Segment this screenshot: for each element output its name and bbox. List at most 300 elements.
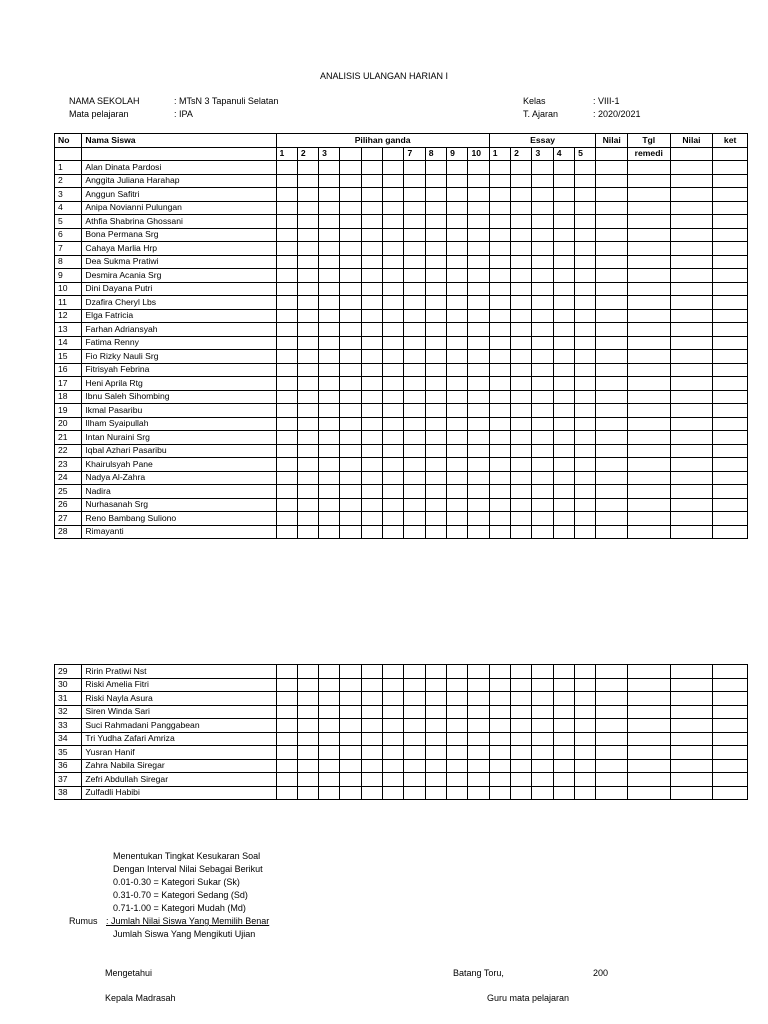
score-cell xyxy=(575,255,596,269)
score-cell xyxy=(627,786,670,800)
score-cell xyxy=(297,458,318,472)
score-cell xyxy=(319,705,340,719)
score-cell xyxy=(425,336,446,350)
score-cell xyxy=(447,746,468,760)
score-cell xyxy=(596,444,628,458)
score-cell xyxy=(297,786,318,800)
score-cell xyxy=(383,201,404,215)
score-cell xyxy=(489,417,510,431)
student-number: 27 xyxy=(55,512,82,526)
score-cell xyxy=(489,444,510,458)
student-name: Dini Dayana Putri xyxy=(82,282,276,296)
score-cell xyxy=(575,215,596,229)
table-row xyxy=(55,296,748,310)
score-cell xyxy=(627,161,670,175)
table-row xyxy=(55,678,748,692)
score-cell xyxy=(575,471,596,485)
score-cell xyxy=(276,377,297,391)
year-label-footer: 200 xyxy=(593,968,609,978)
score-cell xyxy=(627,431,670,445)
score-cell xyxy=(276,759,297,773)
score-cell xyxy=(383,692,404,706)
score-cell xyxy=(532,242,553,256)
score-cell xyxy=(627,255,670,269)
score-cell xyxy=(670,417,713,431)
score-cell xyxy=(575,282,596,296)
score-cell xyxy=(447,773,468,787)
score-cell xyxy=(596,705,628,719)
score-cell xyxy=(340,525,361,539)
score-cell xyxy=(670,255,713,269)
score-cell xyxy=(297,404,318,418)
score-cell xyxy=(575,161,596,175)
table-row xyxy=(55,759,748,773)
score-cell xyxy=(447,665,468,679)
score-cell xyxy=(361,201,382,215)
score-cell xyxy=(361,350,382,364)
score-cell xyxy=(297,678,318,692)
score-cell xyxy=(627,282,670,296)
place-label: Batang Toru, xyxy=(453,968,504,978)
score-cell xyxy=(553,188,574,202)
score-cell xyxy=(425,174,446,188)
score-cell xyxy=(340,188,361,202)
score-cell xyxy=(489,732,510,746)
score-cell xyxy=(319,665,340,679)
score-cell xyxy=(553,444,574,458)
score-cell xyxy=(511,471,532,485)
score-cell xyxy=(276,732,297,746)
score-cell xyxy=(511,350,532,364)
header-name: Nama Siswa xyxy=(82,134,276,148)
table-row xyxy=(55,350,748,364)
score-cell xyxy=(713,678,748,692)
score-cell xyxy=(383,786,404,800)
score-cell xyxy=(319,773,340,787)
score-cell xyxy=(575,485,596,499)
score-cell xyxy=(489,431,510,445)
score-cell xyxy=(511,323,532,337)
student-number: 12 xyxy=(55,309,82,323)
score-cell xyxy=(553,161,574,175)
score-cell xyxy=(489,363,510,377)
score-cell xyxy=(425,350,446,364)
score-cell xyxy=(297,431,318,445)
score-cell xyxy=(532,773,553,787)
score-cell xyxy=(468,363,489,377)
score-cell xyxy=(383,773,404,787)
score-cell xyxy=(340,732,361,746)
student-name: Reno Bambang Suliono xyxy=(82,512,276,526)
score-cell xyxy=(532,188,553,202)
score-cell xyxy=(575,174,596,188)
score-cell xyxy=(447,512,468,526)
score-cell xyxy=(425,678,446,692)
score-cell xyxy=(297,390,318,404)
score-cell xyxy=(319,296,340,310)
score-cell xyxy=(404,786,425,800)
score-cell xyxy=(627,269,670,283)
score-cell xyxy=(361,188,382,202)
score-cell xyxy=(468,390,489,404)
score-cell xyxy=(532,269,553,283)
score-cell xyxy=(532,350,553,364)
score-cell xyxy=(575,336,596,350)
score-cell xyxy=(361,174,382,188)
score-cell xyxy=(297,705,318,719)
score-cell xyxy=(425,201,446,215)
score-cell xyxy=(425,719,446,733)
student-number: 13 xyxy=(55,323,82,337)
score-cell xyxy=(596,161,628,175)
score-cell xyxy=(361,390,382,404)
score-cell xyxy=(713,759,748,773)
difficulty-heading: Menentukan Tingkat Kesukaran Soal xyxy=(113,851,261,861)
score-cell xyxy=(404,692,425,706)
score-cell xyxy=(596,759,628,773)
score-cell xyxy=(627,525,670,539)
score-cell xyxy=(319,228,340,242)
score-cell xyxy=(575,269,596,283)
score-cell xyxy=(596,377,628,391)
score-cell xyxy=(575,363,596,377)
score-cell xyxy=(361,471,382,485)
score-cell xyxy=(670,485,713,499)
student-name: Ikmal Pasaribu xyxy=(82,404,276,418)
mc-number xyxy=(340,147,361,161)
score-cell xyxy=(627,309,670,323)
score-cell xyxy=(468,201,489,215)
student-name: Riski Nayla Asura xyxy=(82,692,276,706)
score-cell xyxy=(596,678,628,692)
score-cell xyxy=(404,431,425,445)
score-cell xyxy=(553,498,574,512)
student-name: Athfia Shabrina Ghossani xyxy=(82,215,276,229)
score-cell xyxy=(489,174,510,188)
score-cell xyxy=(713,336,748,350)
score-cell xyxy=(532,705,553,719)
score-cell xyxy=(468,269,489,283)
score-cell xyxy=(532,296,553,310)
score-cell xyxy=(532,417,553,431)
score-cell xyxy=(596,215,628,229)
score-cell xyxy=(553,512,574,526)
score-cell xyxy=(596,732,628,746)
score-cell xyxy=(276,161,297,175)
score-cell xyxy=(627,188,670,202)
score-cell xyxy=(468,215,489,229)
score-cell xyxy=(596,323,628,337)
score-cell xyxy=(468,188,489,202)
student-number: 23 xyxy=(55,458,82,472)
score-cell xyxy=(627,458,670,472)
score-cell xyxy=(361,417,382,431)
score-cell xyxy=(553,255,574,269)
score-cell xyxy=(447,161,468,175)
score-cell xyxy=(511,746,532,760)
score-cell xyxy=(627,512,670,526)
score-cell xyxy=(553,705,574,719)
score-cell xyxy=(511,692,532,706)
score-cell xyxy=(425,458,446,472)
score-cell xyxy=(511,282,532,296)
score-cell xyxy=(276,773,297,787)
score-table-page2 xyxy=(54,664,748,800)
score-cell xyxy=(575,296,596,310)
score-cell xyxy=(511,732,532,746)
score-cell xyxy=(361,498,382,512)
score-cell xyxy=(340,458,361,472)
score-cell xyxy=(340,282,361,296)
table-row xyxy=(55,404,748,418)
score-cell xyxy=(425,404,446,418)
score-cell xyxy=(511,678,532,692)
score-cell xyxy=(511,255,532,269)
score-cell xyxy=(575,773,596,787)
score-cell xyxy=(297,201,318,215)
score-cell xyxy=(670,350,713,364)
score-cell xyxy=(511,759,532,773)
score-cell xyxy=(319,746,340,760)
score-cell xyxy=(511,215,532,229)
table-row xyxy=(55,665,748,679)
score-cell xyxy=(319,512,340,526)
score-cell xyxy=(319,215,340,229)
score-cell xyxy=(276,255,297,269)
score-cell xyxy=(340,390,361,404)
score-cell xyxy=(276,242,297,256)
score-cell xyxy=(297,471,318,485)
score-cell xyxy=(596,719,628,733)
score-cell xyxy=(361,228,382,242)
score-cell xyxy=(713,350,748,364)
mc-number: 2 xyxy=(297,147,318,161)
score-cell xyxy=(404,759,425,773)
student-name: Fio Rizky Nauli Srg xyxy=(82,350,276,364)
category-medium: 0.31-0.70 = Kategori Sedang (Sd) xyxy=(113,890,248,900)
score-cell xyxy=(276,692,297,706)
score-cell xyxy=(425,444,446,458)
score-cell xyxy=(425,665,446,679)
student-name: Yusran Hanif xyxy=(82,746,276,760)
score-cell xyxy=(383,390,404,404)
score-cell xyxy=(297,759,318,773)
header-remedial-date-2: remedi xyxy=(627,147,670,161)
score-cell xyxy=(383,732,404,746)
score-cell xyxy=(404,350,425,364)
score-cell xyxy=(297,444,318,458)
score-cell xyxy=(511,665,532,679)
score-cell xyxy=(468,719,489,733)
score-cell xyxy=(627,296,670,310)
score-cell xyxy=(532,732,553,746)
score-cell xyxy=(575,188,596,202)
score-cell xyxy=(276,417,297,431)
score-cell xyxy=(361,525,382,539)
formula-numerator: : Jumlah Nilai Siswa Yang Memilih Benar xyxy=(106,916,270,926)
score-cell xyxy=(532,309,553,323)
score-cell xyxy=(340,174,361,188)
score-cell xyxy=(383,188,404,202)
score-cell xyxy=(575,525,596,539)
score-cell xyxy=(447,269,468,283)
score-cell xyxy=(713,458,748,472)
score-cell xyxy=(297,323,318,337)
score-cell xyxy=(553,759,574,773)
table-row xyxy=(55,471,748,485)
score-cell xyxy=(596,363,628,377)
score-cell xyxy=(532,255,553,269)
score-cell xyxy=(425,773,446,787)
score-cell xyxy=(447,485,468,499)
score-cell xyxy=(511,161,532,175)
score-cell xyxy=(713,719,748,733)
header-no: No xyxy=(55,134,82,148)
header-name-blank xyxy=(82,147,276,161)
score-cell xyxy=(670,678,713,692)
score-cell xyxy=(511,269,532,283)
score-cell xyxy=(383,498,404,512)
score-cell xyxy=(404,201,425,215)
score-cell xyxy=(468,444,489,458)
score-cell xyxy=(276,525,297,539)
score-cell xyxy=(383,665,404,679)
score-cell xyxy=(297,485,318,499)
student-number: 19 xyxy=(55,404,82,418)
score-cell xyxy=(425,417,446,431)
score-cell xyxy=(297,336,318,350)
score-cell xyxy=(670,458,713,472)
score-cell xyxy=(340,215,361,229)
score-cell xyxy=(404,678,425,692)
score-cell xyxy=(575,323,596,337)
score-cell xyxy=(297,498,318,512)
score-cell xyxy=(319,377,340,391)
score-cell xyxy=(297,242,318,256)
score-cell xyxy=(447,678,468,692)
score-cell xyxy=(489,471,510,485)
score-cell xyxy=(404,242,425,256)
table-row xyxy=(55,431,748,445)
table-row xyxy=(55,705,748,719)
score-cell xyxy=(319,732,340,746)
score-cell xyxy=(553,350,574,364)
score-cell xyxy=(489,323,510,337)
table-row xyxy=(55,746,748,760)
score-cell xyxy=(489,188,510,202)
student-number: 17 xyxy=(55,377,82,391)
score-cell xyxy=(297,215,318,229)
student-name: Ibnu Saleh Sihombing xyxy=(82,390,276,404)
score-cell xyxy=(575,201,596,215)
student-name: Tri Yudha Zafari Amriza xyxy=(82,732,276,746)
student-number: 30 xyxy=(55,678,82,692)
score-cell xyxy=(297,746,318,760)
score-cell xyxy=(361,719,382,733)
score-cell xyxy=(713,269,748,283)
score-cell xyxy=(319,188,340,202)
score-cell xyxy=(404,404,425,418)
essay-number: 1 xyxy=(489,147,510,161)
score-cell xyxy=(276,746,297,760)
table-row xyxy=(55,228,748,242)
table-row xyxy=(55,377,748,391)
score-cell xyxy=(575,417,596,431)
score-cell xyxy=(276,444,297,458)
student-number: 24 xyxy=(55,471,82,485)
score-cell xyxy=(713,296,748,310)
score-cell xyxy=(340,786,361,800)
score-cell xyxy=(532,431,553,445)
score-cell xyxy=(489,161,510,175)
score-cell xyxy=(575,732,596,746)
score-cell xyxy=(297,377,318,391)
score-cell xyxy=(575,665,596,679)
score-cell xyxy=(532,678,553,692)
score-cell xyxy=(627,665,670,679)
score-cell xyxy=(468,161,489,175)
score-cell xyxy=(511,336,532,350)
score-cell xyxy=(553,719,574,733)
score-cell xyxy=(425,498,446,512)
student-number: 7 xyxy=(55,242,82,256)
score-cell xyxy=(447,296,468,310)
score-cell xyxy=(340,228,361,242)
score-cell xyxy=(713,665,748,679)
score-cell xyxy=(596,458,628,472)
score-cell xyxy=(425,188,446,202)
score-cell xyxy=(340,678,361,692)
score-cell xyxy=(468,705,489,719)
table-row xyxy=(55,282,748,296)
score-cell xyxy=(340,746,361,760)
score-cell xyxy=(297,363,318,377)
score-cell xyxy=(596,390,628,404)
score-cell xyxy=(404,665,425,679)
score-table-page1 xyxy=(54,133,748,539)
score-cell xyxy=(340,363,361,377)
score-cell xyxy=(383,377,404,391)
score-cell xyxy=(468,296,489,310)
score-cell xyxy=(425,471,446,485)
score-cell xyxy=(319,759,340,773)
score-cell xyxy=(297,512,318,526)
teacher-label: Guru mata pelajaran xyxy=(487,993,570,1003)
score-cell xyxy=(276,350,297,364)
score-cell xyxy=(297,665,318,679)
score-cell xyxy=(627,471,670,485)
score-cell xyxy=(596,773,628,787)
score-cell xyxy=(553,282,574,296)
score-cell xyxy=(383,705,404,719)
score-cell xyxy=(575,431,596,445)
score-cell xyxy=(532,746,553,760)
score-cell xyxy=(404,363,425,377)
score-cell xyxy=(404,719,425,733)
score-cell xyxy=(489,512,510,526)
score-cell xyxy=(713,404,748,418)
score-cell xyxy=(596,201,628,215)
score-cell xyxy=(319,458,340,472)
score-cell xyxy=(447,201,468,215)
score-cell xyxy=(425,525,446,539)
score-cell xyxy=(532,786,553,800)
score-cell xyxy=(425,242,446,256)
score-cell xyxy=(276,336,297,350)
score-cell xyxy=(276,296,297,310)
score-cell xyxy=(511,525,532,539)
score-cell xyxy=(319,525,340,539)
